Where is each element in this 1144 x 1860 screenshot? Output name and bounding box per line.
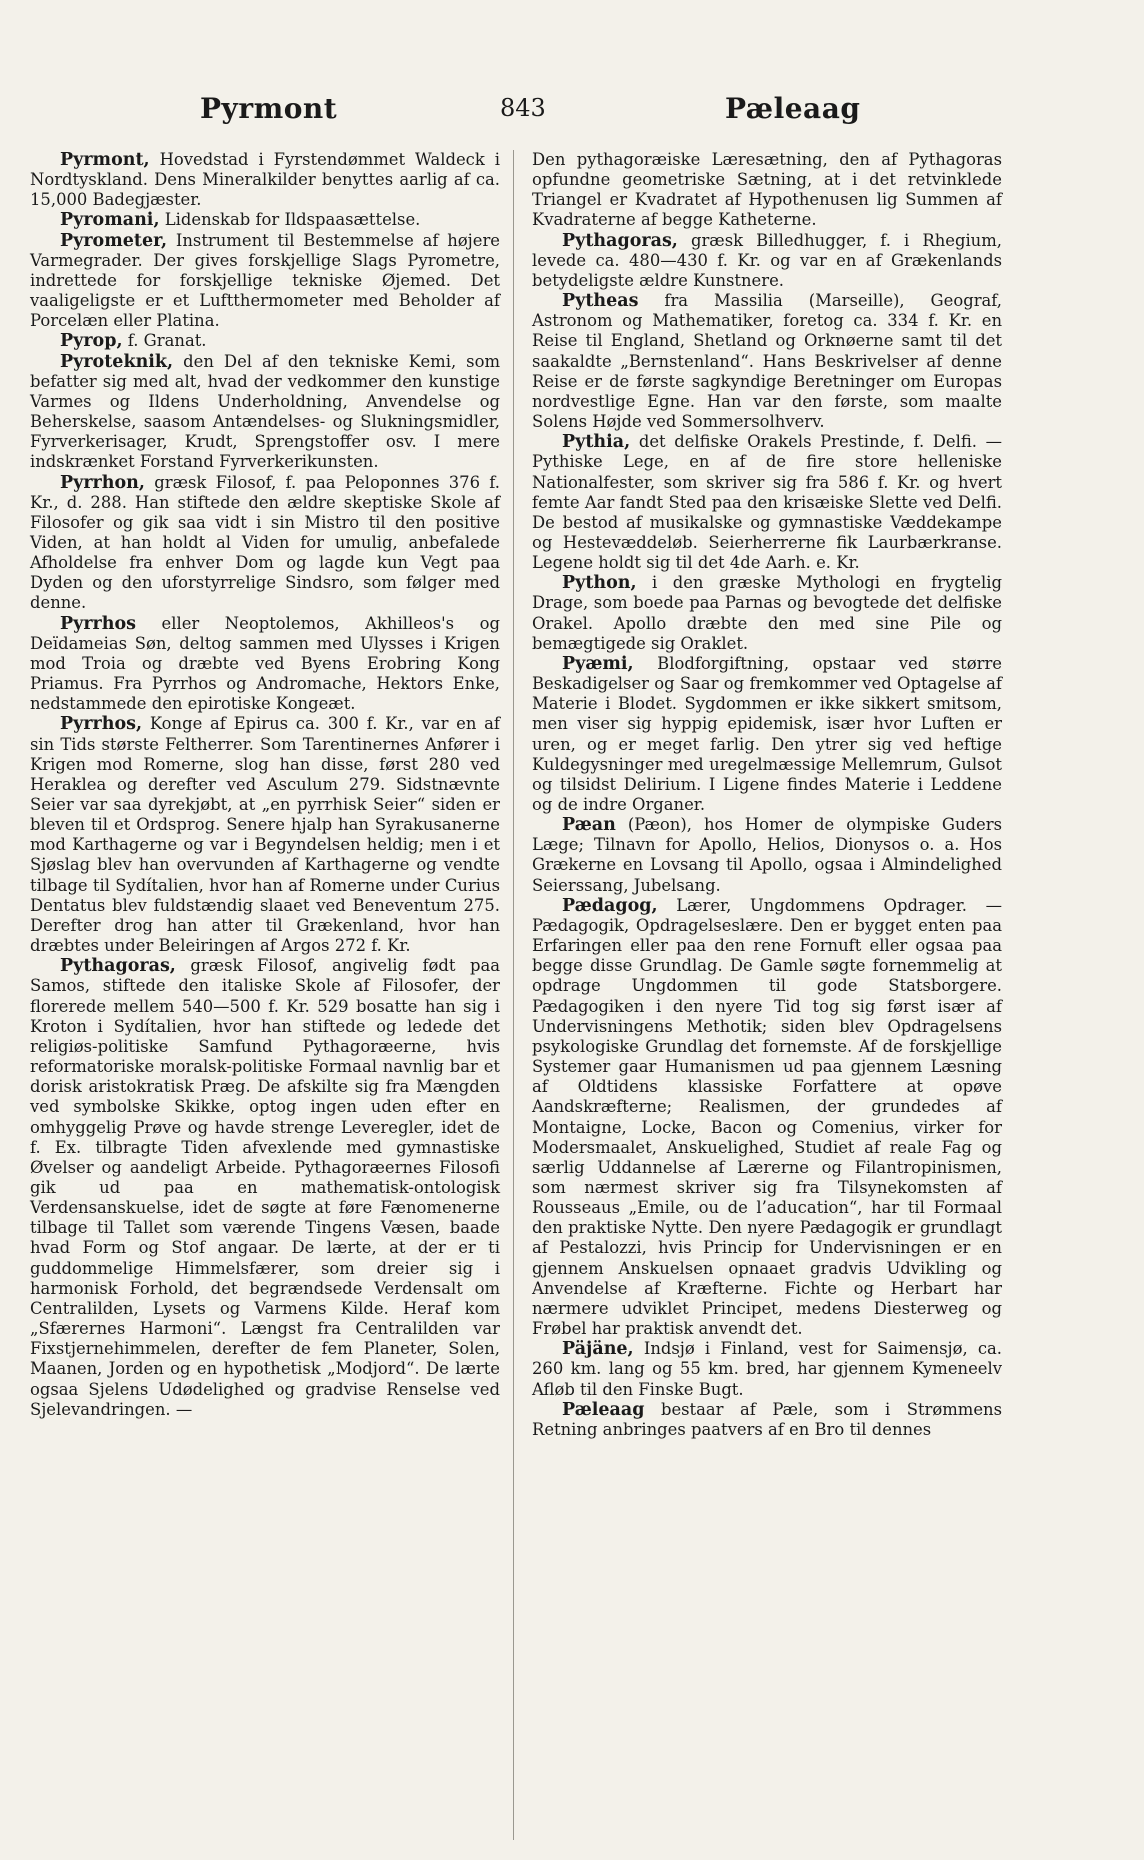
headword: Pyromani, (60, 210, 160, 231)
entry-text: Lærer, Ungdommens Opdrager. — Pædagogik, Opdragelseslære. Den er bygget enten paa Erfaringen eller paa den rene Fornuft eller ogsaa paa begge disse Grundlag. De Gamle søgte fornemmelig at opdrage Ungdommen til gode Statsborgere. Pædagogiken i den nyere Tid tog sig først især af Undervisningens Methotik; siden blev Opdragelsens psykologiske Grundlag det fornemste. Af de forskjellige Systemer gaar Humanismen ud paa gjennem Læsning af Oldtidens klassiske Forfattere at opøve Aandskræfterne; Realismen, der grundedes af Montaigne, Locke, Bacon og Comenius, virker for Modersmaalet, Anskuelighed, Studiet af reale Fag og særlig Uddannelse af Lærerne og Filantropinismen, som nærmest skriver sig fra Tilsynekomsten af Rousseaus „Emile, ou de l’aducation“, har til Formaal den praktiske Nytte. Den nyere Pædagogik er grundlagt af Pestalozzi, hvis Princip for Undervisningen er en gjennem Anskuelsen opnaaet gradvis Udvikling og Anvendelse af Kræfterne. Fichte og Herbart har nærmere udviklet Principet, medens Diesterweg og Frøbel har praktisk anvendt det. (532, 895, 1003, 1339)
headword: Pæleaag (562, 1399, 645, 1420)
left-column (30, 150, 500, 1420)
headword: Pyrop, (60, 331, 123, 352)
headword: Pyrrhos, (60, 714, 143, 735)
entry-pyaemi (532, 654, 1002, 815)
entry-text: fra Massilia (Marseille), Geograf, Astronom og Mathematiker, foretog ca. 334 f. Kr. en Reise til England, Shetland og Orknøerne samt til det saakaldte „Bernstenland“. Hans Beskrivelser af denne Reise er de første sagkyndige Beretninger om Europas nordvestlige Egne. Han var den første, som maalte Solens Højde ved Sommersolhverv. (532, 291, 1002, 432)
entry-text: Instrument til Bestemmelse af højere Varmegrader. Der gives forskjellige Slags Pyrometre, indrettede for forskjellige tekniske Øjemed. Det vaaligeligste er et Luftthermometer med Beholder af Porcelæn eller Platina. (30, 230, 500, 331)
entry-pytheas (532, 291, 1002, 432)
entry-text: den Del af den tekniske Kemi, som befatter sig med alt, hvad der vedkommer den kunstige Varmes og Ildens Underholdning, Anvendelse og Beherskelse, saasom Antændelses- og Slukningsmidler, Fyrverkerisager, Krudt, Sprengstoffer osv. I mere indskrænket Forstand Fyrverkerikunsten. (30, 351, 501, 472)
page-header (30, 92, 1030, 132)
entry-python (532, 573, 1002, 654)
right-column (532, 150, 1002, 1440)
headword: Pædagog, (562, 895, 658, 916)
headword: Pythagoras, (562, 230, 678, 251)
header-right-guideword: Pæleaag (725, 92, 861, 125)
entry-text: (Pæon), hos Homer de olympiske Guders Læge; Tilnavn for Apollo, Helios, Dionysos o. a. Hos Grækerne en Lovsang til Apollo, ogsaa i Almindelighed Seierssang, Jubelsang. (532, 815, 1002, 895)
headword: Pyroteknik, (60, 351, 174, 372)
headword: Pæan (562, 815, 616, 836)
entry-text: Den pythagoræiske Læresætning, den af Pythagoras opfundne geometriske Sætning, at i det retvinklede Triangel er Kvadratet af Hypothenusen lig Summen af Kvadraterne af begge Katheterne. (532, 150, 1002, 230)
entry-text: Lidenskab for Ildspaasættelse. (164, 210, 421, 230)
entry-text: det delfiske Orakels Prestinde, f. Delfi. — Pythiske Lege, en af de fire store helleniske Nationalfester, som skriver sig fra 586 f. Kr. og hvert femte Aar fandt Sted paa den krisæiske Slette ved Delfi. De bestod af musikalske og gymnastiske Væddekampe og Hestevæddeløb. Seierherrerne fik Laurbærkranse. Legene holdt sig til det 4de Aarh. e. Kr. (532, 432, 1002, 573)
headword: Pyrrhon, (60, 472, 145, 493)
entry-pythagorean-theorem (532, 150, 1002, 231)
headword: Python, (562, 573, 637, 594)
entry-paedagog (532, 896, 1002, 1339)
entry-pyrmont (30, 150, 500, 210)
entry-text: f. Granat. (127, 331, 207, 351)
headword: Pyrrhos (60, 613, 137, 634)
entry-paeleaag (532, 1400, 1002, 1440)
entry-pyroteknik (30, 352, 500, 473)
entry-pythagoras-philosopher (30, 956, 500, 1420)
entry-text: i den græske Mythologi en frygtelig Drage, som boede paa Parnas og bevogtede det delfiske Orakel. Apollo dræbte den med sine Pile og bemægtigede sig Oraklet. (532, 573, 1002, 653)
headword: Pythia, (562, 432, 631, 453)
entry-text: græsk Billedhugger, f. i Rhegium, levede ca. 480—430 f. Kr. og var en af Grækenlands betydeligste ældre Kunstnere. (532, 230, 1002, 290)
headword: Päjäne, (562, 1339, 634, 1360)
entry-text: græsk Filosof, angivelig født paa Samos, stiftede den italiske Skole af Filosofer, der floreredе mellem 540—500 f. Kr. 529 bosatte han sig i Kroton i Sydítalien, hvor han stiftede og ledede det religiøs-politiske Samfund Pythagoræerne, hvis reformatoriske moralsk-politiske Formaal navnlig bar et dorisk aristokratisk Præg. De afskilte sig fra Mængden ved symbolske Skikke, optog ingen uden efter en omhyggelig Prøve og havde strenge Leveregler, idet de f. Ex. tilbragte Tiden afvexlende med gymnastiske Øvelser og aandeligt Arbeide. Pythagoræernes Filosofi gik ud paa en mathematisk-ontologisk Verdensanskuelse, idet de søgte at føre Fænomenerne tilbage til Tallet som værende Tingens Væsen, baade hvad Form og Stof angaar. De lærte, at der er ti guddommelige Himmelsfærer, som dreier sig i harmonisk Forhold, det begrændsede Verdensalt om Centralilden, Lysets og Varmens Kilde. Heraf kom „Sfærernes Harmoni“. Længst fra Centralilden var Fixstjernehimmelen, derefter de fem Planeter, Solen, Maanen, Jorden og en hypothetisk „Modjord“. De lærte ogsaa Sjelens Udødelighed og gradvise Renselse ved Sjelevandringen. — (30, 956, 500, 1419)
entry-text: Indsjø i Finland, vest for Saimensjø, ca. 260 km. lang og 55 km. bred, har gjennem Kymeneelv Afløb til den Finske Bugt. (532, 1339, 1002, 1399)
entry-pyrrhos-king (30, 714, 500, 956)
page-number: 843 (500, 94, 546, 122)
headword: Pythagoras, (60, 956, 176, 977)
entry-pythagoras-sculptor (532, 231, 1002, 291)
headword: Pyrmont, (60, 150, 150, 170)
headword: Pyæmi, (562, 653, 634, 674)
entry-pyrop (30, 331, 500, 351)
entry-pajane (532, 1339, 1002, 1399)
entry-text: bestaar af Pæle, som i Strømmens Retning anbringes paatvers af en Bro til dennes (532, 1399, 1002, 1439)
entry-text: eller Neoptolemos, Akhilleos's og Deïdameias Søn, deltog sammen med Ulysses i Krigen mod Troia og dræbte ved Byens Erobring Kong Priamus. Fra Pyrrhos og Andromache, Hektors Enke, nedstammede den epirotiske Kongeæt. (30, 613, 500, 714)
headword: Pytheas (562, 291, 639, 312)
column-divider (513, 150, 514, 1840)
entry-text: Hovedstad i Fyrstendømmet Waldeck i Nordtyskland. Dens Mineralkilder benyttes aarlig af ca. 15,000 Badegjæster. (30, 150, 500, 210)
entry-pyrrhos-neoptolemos (30, 614, 500, 715)
headword: Pyrometer, (60, 230, 168, 251)
entry-text: græsk Filosof, f. paa Peloponnes 376 f. Kr., d. 288. Han stiftede den ældre skeptiske Skole af Filosofer og gik saa vidt i sin Mistro til den positive Viden, at han holdt al Viden for umulig, anbefalede Afholdelse fra enhver Dom og lagde kun Vegt paa Dyden og den uforstyrrelige Sindsro, som følger med denne. (30, 472, 500, 613)
entry-text: Blodforgiftning, opstaar ved større Beskadigelser og Saar og fremkommer ved Optagelse af Materie i Blodet. Sygdommen er ikke sikkert smitsom, men viser sig hyppig epidemisk, især hvor Luften er uren, og er meget farlig. Den ytrer sig ved heftige Kuldegysninger med uregelmæssige Mellemrum, Gulsot og tilsidst Delirium. I Ligene findes Materie i Leddene og de indre Organer. (532, 653, 1002, 814)
entry-text: Konge af Epirus ca. 300 f. Kr., var en af sin Tids største Feltherrer. Som Tarentinernes Anfører i Krigen mod Romerne, slog han disse, først 280 ved Heraklea og derefter ved Asculum 279. Sidstnævnte Seier var saa dyrekjøbt, at „en pyrrhisk Seier“ siden er bleven til et Ordsprog. Senere hjalp han Syrakusanerne mod Karthagerne og var i Begyndelsen heldig; men i et Sjøslag blev han overvunden af Karthagerne og vendte tilbage til Sydítalien, hvor han af Romerne under Curius Dentatus blev fuldstændig slaaet ved Beneventum 275. Derefter drog han atter til Grækenland, hvor han dræbtes under Beleiringen af Argos 272 f. Kr. (30, 714, 500, 956)
entry-pyromani (30, 210, 500, 230)
entry-pyrometer (30, 231, 500, 332)
header-left-guideword: Pyrmont (200, 92, 338, 125)
entry-pythia (532, 432, 1002, 573)
entry-pyrrhon (30, 473, 500, 614)
entry-paean (532, 815, 1002, 896)
